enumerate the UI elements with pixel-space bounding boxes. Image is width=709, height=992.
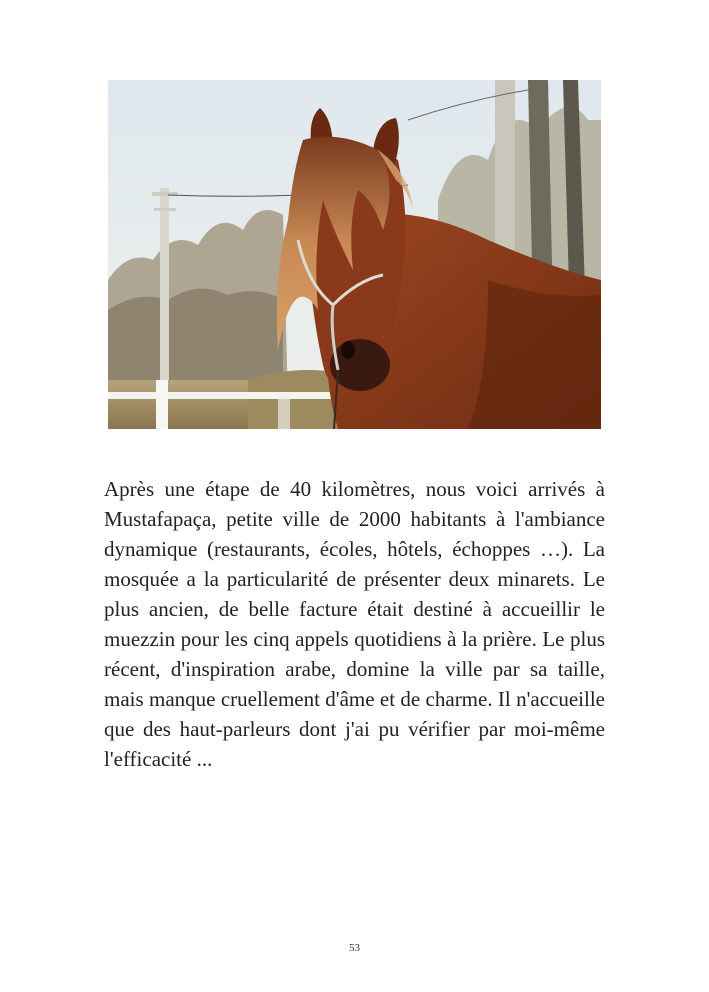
body-paragraph: Après une étape de 40 kilomètres, nous voici arrivés à Mustafapaça, petite ville de 2000 habitants à l'ambiance dynamique (restaurants, écoles, hôtels, échoppes …). La mosquée a la particularité de présenter deux minarets. Le plus ancien, de belle facture était destiné à accueillir le muezzin pour les cinq appels quotidiens à la prière. Le plus récent, d'inspiration arabe, domine la ville par sa taille, mais manque cruellement d'âme et de charme. Il n'accueille que des haut-parleurs dont j'ai pu vérifier par moi-même l'efficacité ... [104,477,605,771]
horse-photo [108,80,601,429]
page-number: 53 [349,942,360,954]
